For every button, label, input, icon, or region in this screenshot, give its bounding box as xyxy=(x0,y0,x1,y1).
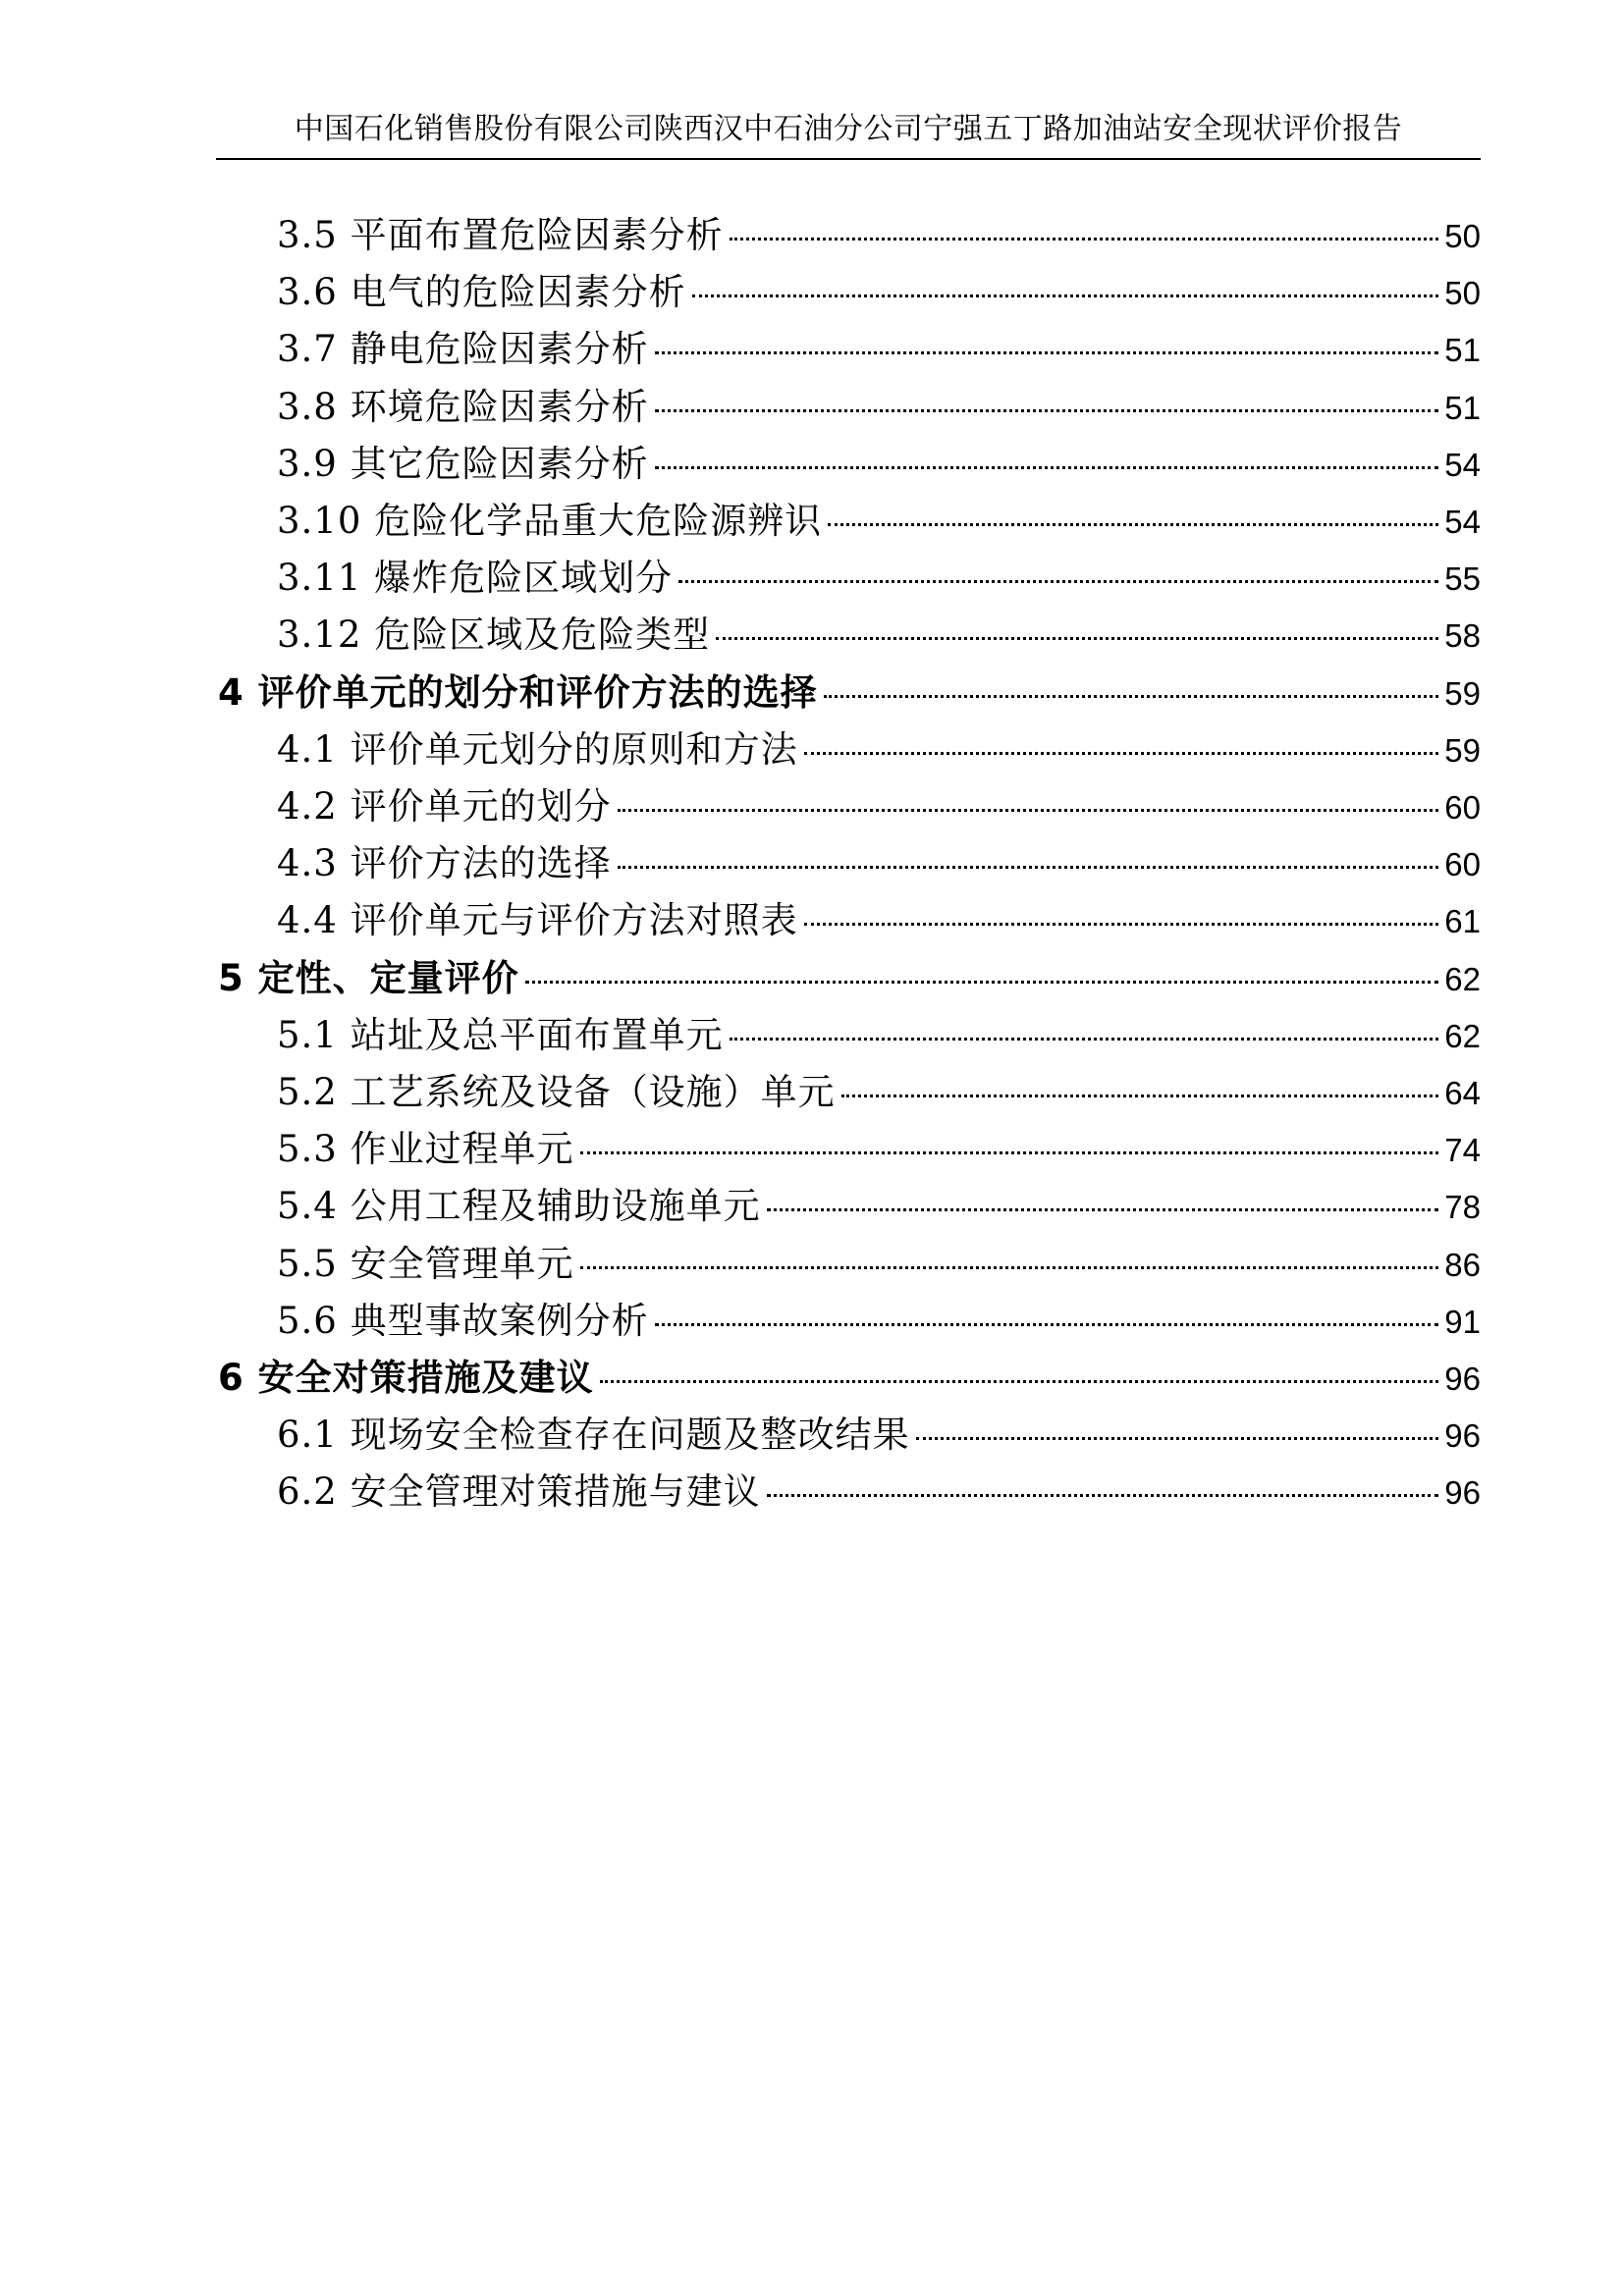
toc-page-number: 50 xyxy=(1444,218,1481,254)
toc-dot-leader xyxy=(678,580,1438,583)
toc-section-entry[interactable] xyxy=(277,1468,1481,1517)
toc-dot-leader xyxy=(580,1266,1439,1269)
toc-dot-leader xyxy=(716,637,1438,640)
toc-dot-leader xyxy=(828,523,1438,526)
toc-page-number: 50 xyxy=(1444,275,1481,311)
toc-page-number: 55 xyxy=(1444,561,1481,597)
toc-entry-title: 5.6 典型事故案例分析 xyxy=(277,1300,649,1342)
toc-page-number: 78 xyxy=(1444,1189,1481,1225)
toc-section-entry[interactable] xyxy=(277,211,1481,260)
toc-entry-title: 3.11 爆炸危险区域划分 xyxy=(277,557,674,599)
toc-page-number: 64 xyxy=(1444,1075,1481,1111)
toc-dot-leader xyxy=(767,1208,1439,1211)
toc-dot-leader xyxy=(655,409,1439,412)
toc-section-entry[interactable] xyxy=(277,1011,1481,1060)
toc-entry-title: 3.7 静电危险因素分析 xyxy=(277,328,649,370)
toc-page-number: 91 xyxy=(1444,1304,1481,1340)
toc-dot-leader xyxy=(730,1038,1439,1041)
toc-entry-title: 4.3 评价方法的选择 xyxy=(277,842,612,884)
toc-section-entry[interactable] xyxy=(277,1182,1481,1231)
toc-entry-title: 4 评价单元的划分和评价方法的选择 xyxy=(218,671,818,714)
toc-entry-title: 4.1 评价单元划分的原则和方法 xyxy=(277,728,798,771)
toc-page-number: 62 xyxy=(1444,1018,1481,1054)
toc-entry-title: 4.4 评价单元与评价方法对照表 xyxy=(277,899,798,941)
toc-dot-leader xyxy=(767,1494,1439,1497)
toc-entry-title: 5 定性、定量评价 xyxy=(218,957,519,999)
toc-entry-title: 5.5 安全管理单元 xyxy=(277,1243,574,1285)
toc-dot-leader xyxy=(804,923,1439,926)
toc-entry-title: 5.4 公用工程及辅助设施单元 xyxy=(277,1185,761,1227)
toc-dot-leader xyxy=(824,695,1439,698)
toc-chapter-entry[interactable] xyxy=(218,668,1481,718)
toc-page-number: 96 xyxy=(1444,1474,1481,1511)
toc-section-entry[interactable] xyxy=(277,1125,1481,1174)
toc-page-number: 86 xyxy=(1444,1247,1481,1283)
toc-entry-title: 5.2 工艺系统及设备（设施）单元 xyxy=(277,1071,836,1113)
toc-section-entry[interactable] xyxy=(277,325,1481,374)
toc-section-entry[interactable] xyxy=(277,1411,1481,1460)
toc-dot-leader xyxy=(618,809,1439,812)
toc-dot-leader xyxy=(525,981,1439,984)
toc-page-number: 74 xyxy=(1444,1132,1481,1168)
toc-page-number: 51 xyxy=(1444,332,1481,368)
toc-section-entry[interactable] xyxy=(277,782,1481,831)
toc-page-number: 96 xyxy=(1444,1417,1481,1454)
toc-dot-leader xyxy=(916,1437,1439,1440)
toc-entry-title: 3.10 危险化学品重大危险源辨识 xyxy=(277,500,823,542)
toc-section-entry[interactable] xyxy=(277,497,1481,546)
toc-dot-leader xyxy=(655,351,1439,354)
toc-entry-title: 5.3 作业过程单元 xyxy=(277,1128,574,1170)
toc-section-entry[interactable] xyxy=(277,611,1481,660)
toc-page-number: 59 xyxy=(1444,675,1481,712)
toc-section-entry[interactable] xyxy=(277,896,1481,945)
toc-entry-title: 3.6 电气的危险因素分析 xyxy=(277,271,686,313)
toc-section-entry[interactable] xyxy=(277,1240,1481,1289)
toc-page-number: 54 xyxy=(1444,504,1481,540)
toc-dot-leader xyxy=(580,1151,1439,1154)
toc-page-number: 62 xyxy=(1444,961,1481,997)
toc-page-number: 51 xyxy=(1444,390,1481,426)
toc-page-number: 58 xyxy=(1444,617,1481,654)
toc-entry-title: 6 安全对策措施及建议 xyxy=(218,1357,594,1399)
toc-page-number: 54 xyxy=(1444,447,1481,483)
toc-dot-leader xyxy=(804,752,1439,755)
toc-dot-leader xyxy=(730,238,1439,240)
toc-page-number: 59 xyxy=(1444,732,1481,769)
toc-entry-title: 3.12 危险区域及危险类型 xyxy=(277,614,711,656)
toc-section-entry[interactable] xyxy=(277,1297,1481,1346)
toc-dot-leader xyxy=(655,1323,1439,1326)
toc-chapter-entry[interactable] xyxy=(218,1354,1481,1403)
toc-entry-title: 4.2 评价单元的划分 xyxy=(277,785,612,828)
toc-section-entry[interactable] xyxy=(277,1068,1481,1117)
toc-entry-title: 6.1 现场安全检查存在问题及整改结果 xyxy=(277,1414,910,1456)
toc-section-entry[interactable] xyxy=(277,383,1481,432)
toc-chapter-entry[interactable] xyxy=(218,954,1481,1003)
toc-entry-title: 3.5 平面布置危险因素分析 xyxy=(277,214,724,256)
toc-entry-title: 3.9 其它危险因素分析 xyxy=(277,443,649,485)
toc-dot-leader xyxy=(618,866,1439,869)
toc-page-number: 60 xyxy=(1444,846,1481,882)
toc-section-entry[interactable] xyxy=(277,268,1481,317)
toc-page-number: 60 xyxy=(1444,789,1481,826)
toc-section-entry[interactable] xyxy=(277,839,1481,888)
toc-dot-leader xyxy=(655,466,1439,469)
toc-section-entry[interactable] xyxy=(277,554,1481,603)
toc-dot-leader xyxy=(600,1380,1439,1383)
toc-dot-leader xyxy=(692,294,1439,297)
page-header: 中国石化销售股份有限公司陕西汉中石油分公司宁强五丁路加油站安全现状评价报告 xyxy=(294,112,1403,146)
toc-entry-title: 3.8 环境危险因素分析 xyxy=(277,386,649,428)
toc-section-entry[interactable] xyxy=(277,440,1481,489)
toc-page-number: 61 xyxy=(1444,903,1481,939)
toc-dot-leader xyxy=(841,1095,1439,1097)
toc-page-number: 96 xyxy=(1444,1361,1481,1397)
toc-section-entry[interactable] xyxy=(277,725,1481,774)
toc-entry-title: 5.1 站址及总平面布置单元 xyxy=(277,1014,724,1056)
toc-entry-title: 6.2 安全管理对策措施与建议 xyxy=(277,1470,761,1513)
